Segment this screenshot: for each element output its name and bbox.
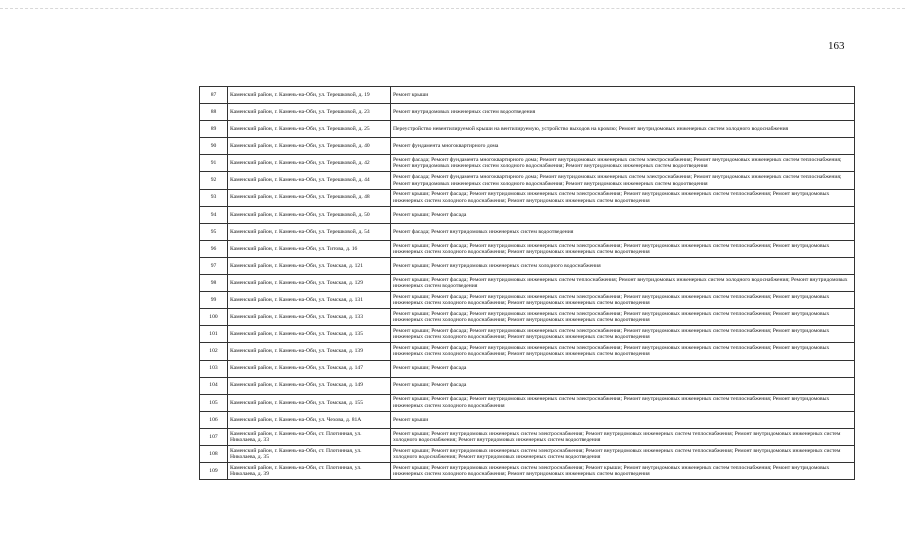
- table-row: [200, 138, 855, 155]
- scan-artifact-line: [0, 8, 905, 9]
- table-row: [200, 326, 855, 343]
- address-cell: Каменский район, г. Камень-на-Оби, ул. Томская, д. 135: [228, 326, 391, 343]
- table-row: [200, 445, 855, 462]
- address-cell: Каменский район, г. Камень-на-Оби, ул. Терешковой, д. 25: [228, 121, 391, 138]
- works-cell: Ремонт крыши; Ремонт фасада; Ремонт внутридомовых инженерных систем электроснабжения; Ремонт внутридомовых инженерных систем теплоснабжения; Ремонт внутридомовых инженерных систем холодного водоснабжения; Ремонт внутридомовых инженерных систем водоотведения: [391, 240, 855, 257]
- works-cell: Ремонт крыши; Ремонт фасада; Ремонт внутридомовых инженерных систем электроснабжения; Ремонт внутридомовых инженерных систем теплоснабжения; Ремонт внутридомовых инженерных систем холодного водоснабжения; Ремонт внутридомовых инженерных систем водоотведения: [391, 189, 855, 206]
- table-row: [200, 360, 855, 377]
- works-cell: Ремонт крыши: [391, 87, 855, 104]
- works-cell: Ремонт крыши; Ремонт фасада; Ремонт внутридомовых инженерных систем электроснабжения; Ремонт внутридомовых инженерных систем теплоснабжения; Ремонт внутридомовых инженерных систем холодного водоснабжения: [391, 394, 855, 411]
- register-table: [199, 86, 855, 480]
- table-row: [200, 240, 855, 257]
- table-row: [200, 87, 855, 104]
- table-row: [200, 377, 855, 394]
- works-cell: Ремонт крыши: [391, 411, 855, 428]
- row-number: 104: [200, 377, 228, 394]
- address-cell: Каменский район, г. Камень-на-Оби, ул. Титова, д. 16: [228, 240, 391, 257]
- table-row: [200, 343, 855, 360]
- row-number: 94: [200, 206, 228, 223]
- address-cell: Каменский район, г. Камень-на-Оби, ст. Плотинная, ул. Николаева, д. 35: [228, 445, 391, 462]
- row-number: 87: [200, 87, 228, 104]
- table-row: [200, 189, 855, 206]
- works-cell: Ремонт крыши; Ремонт внутридомовых инженерных систем электроснабжения; Ремонт внутридомовых инженерных систем теплоснабжения; Ремонт внутридомовых инженерных систем холодного водоснабжения; Ремонт внутридомовых инженерных систем водоотведения: [391, 445, 855, 462]
- works-cell: Ремонт крыши; Ремонт фасада: [391, 360, 855, 377]
- address-cell: Каменский район, г. Камень-на-Оби, ул. Терешковой, д. 23: [228, 104, 391, 121]
- row-number: 97: [200, 257, 228, 274]
- table-row: [200, 394, 855, 411]
- row-number: 98: [200, 275, 228, 292]
- page-number: 163: [828, 40, 845, 52]
- works-cell: Ремонт крыши; Ремонт фасада; Ремонт внутридомовых инженерных систем электроснабжения; Ремонт внутридомовых инженерных систем теплоснабжения; Ремонт внутридомовых инженерных систем холодного водоснабжения; Ремонт внутридомовых инженерных систем водоотведения: [391, 326, 855, 343]
- register-table-body: [200, 87, 855, 480]
- address-cell: Каменский район, г. Камень-на-Оби, ул. Томская, д. 155: [228, 394, 391, 411]
- works-cell: Ремонт фундамента многоквартирного дома: [391, 138, 855, 155]
- table-row: [200, 292, 855, 309]
- row-number: 108: [200, 445, 228, 462]
- address-cell: Каменский район, г. Камень-на-Оби, ул. Томская, д. 131: [228, 292, 391, 309]
- row-number: 89: [200, 121, 228, 138]
- works-cell: Ремонт крыши; Ремонт фасада: [391, 377, 855, 394]
- address-cell: Каменский район, г. Камень-на-Оби, ул. Терешковой, д. 44: [228, 172, 391, 189]
- table-row: [200, 428, 855, 445]
- address-cell: Каменский район, г. Камень-на-Оби, ул. Терешковой, д. 40: [228, 138, 391, 155]
- works-cell: Ремонт крыши; Ремонт внутридомовых инженерных систем электроснабжения; Ремонт внутридомовых инженерных систем теплоснабжения; Ремонт внутридомовых инженерных систем холодного водоснабжения; Ремонт внутридомовых инженерных систем водоотведения: [391, 428, 855, 445]
- table-row: [200, 275, 855, 292]
- table-row: [200, 206, 855, 223]
- works-cell: Ремонт фасада; Ремонт внутридомовых инженерных систем водоотведения: [391, 223, 855, 240]
- address-cell: Каменский район, г. Камень-на-Оби, ул. Терешковой, д. 50: [228, 206, 391, 223]
- table-row: [200, 257, 855, 274]
- address-cell: Каменский район, г. Камень-на-Оби, ул. Томская, д. 149: [228, 377, 391, 394]
- row-number: 92: [200, 172, 228, 189]
- address-cell: Каменский район, г. Камень-на-Оби, ст. Плотинная, ул. Николаева, д. 33: [228, 428, 391, 445]
- works-cell: Ремонт крыши; Ремонт фасада; Ремонт внутридомовых инженерных систем электроснабжения; Ремонт внутридомовых инженерных систем теплоснабжения; Ремонт внутридомовых инженерных систем холодного водоснабжения; Ремонт внутридомовых инженерных систем водоотведения: [391, 309, 855, 326]
- address-cell: Каменский район, г. Камень-на-Оби, ул. Томская, д. 129: [228, 275, 391, 292]
- address-cell: Каменский район, г. Камень-на-Оби, ул. Терешковой, д. 48: [228, 189, 391, 206]
- works-cell: Ремонт крыши; Ремонт фасада; Ремонт внутридомовых инженерных систем электроснабжения; Ремонт внутридомовых инженерных систем теплоснабжения; Ремонт внутридомовых инженерных систем холодного водоснабжения; Ремонт внутридомовых инженерных систем водоотведения: [391, 343, 855, 360]
- works-cell: Ремонт крыши; Ремонт фасада; Ремонт внутридомовых инженерных систем теплоснабжения; Ремонт внутридомовых инженерных систем холодного водоснабжения; Ремонт внутридомовых инженерных систем водоотведения: [391, 275, 855, 292]
- address-cell: Каменский район, г. Камень-на-Оби, ул. Терешковой, д. 19: [228, 87, 391, 104]
- table-row: [200, 172, 855, 189]
- row-number: 105: [200, 394, 228, 411]
- works-cell: Ремонт внутридомовых инженерных систем водоотведения: [391, 104, 855, 121]
- row-number: 107: [200, 428, 228, 445]
- works-cell: Ремонт крыши; Ремонт внутридомовых инженерных систем холодного водоснабжения: [391, 257, 855, 274]
- works-cell: Ремонт крыши; Ремонт фасада: [391, 206, 855, 223]
- table-row: [200, 155, 855, 172]
- row-number: 100: [200, 309, 228, 326]
- address-cell: Каменский район, г. Камень-на-Оби, ул. Томская, д. 121: [228, 257, 391, 274]
- address-cell: Каменский район, г. Камень-на-Оби, ст. Плотинная, ул. Николаева, д. 39: [228, 463, 391, 480]
- row-number: 96: [200, 240, 228, 257]
- row-number: 90: [200, 138, 228, 155]
- address-cell: Каменский район, г. Камень-на-Оби, ул. Томская, д. 133: [228, 309, 391, 326]
- table-row: [200, 223, 855, 240]
- address-cell: Каменский район, г. Камень-на-Оби, ул. Томская, д. 139: [228, 343, 391, 360]
- table-row: [200, 309, 855, 326]
- row-number: 91: [200, 155, 228, 172]
- works-cell: Ремонт фасада; Ремонт фундамента многоквартирного дома; Ремонт внутридомовых инженерных систем электроснабжения; Ремонт внутридомовых инженерных систем теплоснабжения; Ремонт внутридомовых инженерных систем холодного водоснабжения; Ремонт внутридомовых инженерных систем водоотведения: [391, 155, 855, 172]
- works-cell: Переустройство невентилируемой крыши на вентилируемую, устройство выходов на кровлю; Ремонт внутридомовых инженерных систем холодного водоснабжения: [391, 121, 855, 138]
- table-row: [200, 463, 855, 480]
- row-number: 106: [200, 411, 228, 428]
- works-cell: Ремонт крыши; Ремонт фасада; Ремонт внутридомовых инженерных систем электроснабжения; Ремонт внутридомовых инженерных систем теплоснабжения; Ремонт внутридомовых инженерных систем холодного водоснабжения; Ремонт внутридомовых инженерных систем водоотведения: [391, 292, 855, 309]
- row-number: 102: [200, 343, 228, 360]
- address-cell: Каменский район, г. Камень-на-Оби, ул. Томская, д. 147: [228, 360, 391, 377]
- works-cell: Ремонт крыши; Ремонт внутридомовых инженерных систем электроснабжения; Ремонт крыши; Ремонт внутридомовых инженерных систем теплоснабжения; Ремонт внутридомовых инженерных систем холодного водоснабжения; Ремонт внутридомовых инженерных систем водоотведения: [391, 463, 855, 480]
- table-row: [200, 121, 855, 138]
- address-cell: Каменский район, г. Камень-на-Оби, ул. Чехова, д. 81А: [228, 411, 391, 428]
- row-number: 88: [200, 104, 228, 121]
- table-row: [200, 104, 855, 121]
- row-number: 103: [200, 360, 228, 377]
- works-cell: Ремонт фасада; Ремонт фундамента многоквартирного дома; Ремонт внутридомовых инженерных систем электроснабжения; Ремонт внутридомовых инженерных систем теплоснабжения; Ремонт внутридомовых инженерных систем холодного водоснабжения; Ремонт внутридомовых инженерных систем водоотведения: [391, 172, 855, 189]
- row-number: 109: [200, 463, 228, 480]
- table-row: [200, 411, 855, 428]
- row-number: 99: [200, 292, 228, 309]
- row-number: 93: [200, 189, 228, 206]
- address-cell: Каменский район, г. Камень-на-Оби, ул. Терешковой, д. 54: [228, 223, 391, 240]
- row-number: 95: [200, 223, 228, 240]
- row-number: 101: [200, 326, 228, 343]
- address-cell: Каменский район, г. Камень-на-Оби, ул. Терешковой, д. 42: [228, 155, 391, 172]
